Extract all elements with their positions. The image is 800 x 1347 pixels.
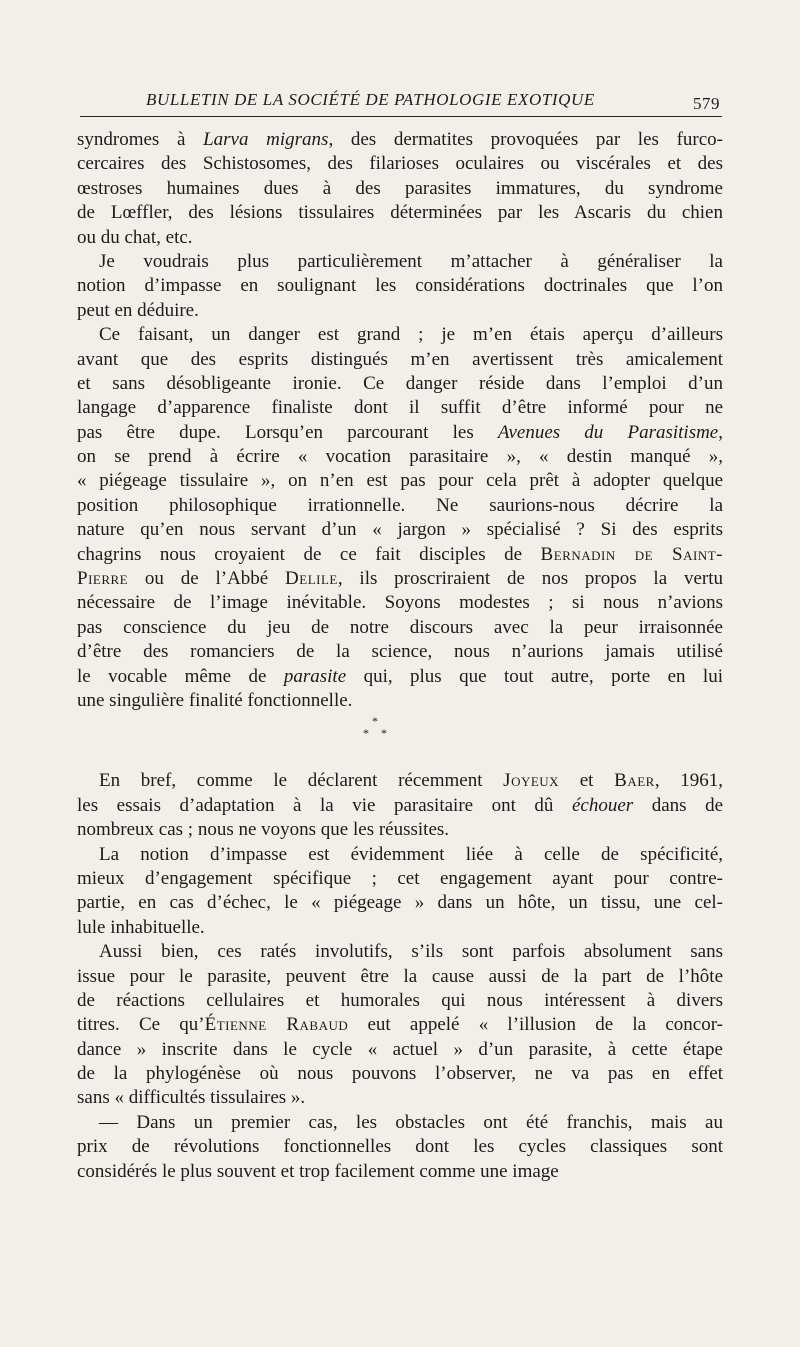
paragraph xyxy=(77,940,723,1111)
text-line: issue pour le parasite, peuvent être la cause aussi de la part de l’hôte xyxy=(77,965,723,987)
header-rule xyxy=(80,116,722,117)
author-name: Joyeux xyxy=(503,770,560,792)
author-name: Baer xyxy=(614,770,655,792)
text-line: et sans désobligeante ironie. Ce danger réside dans l’emploi d’un xyxy=(77,372,723,394)
text-line: — Dans un premier cas, les obstacles ont été franchis, mais au xyxy=(99,1111,723,1133)
text-line: chagrins nous croyaient de ce fait disciples de Bernadin de Saint- xyxy=(77,543,723,565)
paragraph xyxy=(77,843,723,941)
text-line: En bref, comme le déclarent récemment Joyeux et Baer, 1961, xyxy=(99,770,724,792)
asterism-bottom: * * xyxy=(363,726,387,741)
text-line: nature qu’en nous servant d’un « jargon » spécialisé ? Si des esprits xyxy=(77,519,723,541)
page-number: 579 xyxy=(693,94,720,113)
asterism-top: * xyxy=(372,714,378,729)
text-line: Je voudrais plus particulièrement m’attacher à généraliser la xyxy=(99,250,723,272)
text-line: ou du chat, etc. xyxy=(77,226,193,248)
paragraph xyxy=(77,128,723,250)
text-line: considérés le plus souvent et trop facilement comme une image xyxy=(77,1160,559,1182)
text-line: titres. Ce qu’Étienne Rabaud eut appelé « l’illusion de la concor- xyxy=(77,1014,723,1036)
text-line: nécessaire de l’image inévitable. Soyons modestes ; si nous n’avions xyxy=(77,592,723,614)
text-line: les essais d’adaptation à la vie parasitaire ont dû échouer dans de xyxy=(77,794,724,816)
text-line: peut en déduire. xyxy=(77,299,199,321)
paragraph xyxy=(77,323,723,713)
text-line: cercaires des Schistosomes, des filarioses oculaires ou viscérales et des xyxy=(77,153,723,175)
italic-text: échouer xyxy=(571,794,634,816)
asterism xyxy=(360,715,390,743)
running-header xyxy=(80,88,722,118)
author-name: Pierre xyxy=(77,568,129,590)
text-line: avant que des esprits distingués m’en avertissent très amicalement xyxy=(77,348,723,370)
text-line: langage d’apparence finaliste dont il suffit d’être informé pour ne xyxy=(77,397,723,419)
italic-text: Larva migrans xyxy=(203,129,329,150)
text-line: œstroses humaines dues à des parasites immatures, du syndrome xyxy=(77,177,723,199)
text-line: on se prend à écrire « vocation parasitaire », « destin manqué », xyxy=(77,446,723,468)
italic-text: parasite xyxy=(283,665,347,687)
text-line: mieux d’engagement spécifique ; cet engagement ayant pour contre- xyxy=(77,867,723,889)
text-line: prix de révolutions fonctionnelles dont les cycles classiques sont xyxy=(77,1136,723,1158)
author-name: Étienne Rabaud xyxy=(204,1014,349,1036)
text-line: de réactions cellulaires et humorales qui nous intéressent à divers xyxy=(77,989,723,1011)
text-line: le vocable même de parasite qui, plus que tout autre, porte en lui xyxy=(77,665,723,687)
text-line: syndromes à Larva migrans, des dermatites provoquées par les furco- xyxy=(77,129,723,150)
author-name: Delile xyxy=(285,568,338,590)
text-line: pas être dupe. Lorsqu’en parcourant les Avenues du Parasitisme, xyxy=(77,421,723,443)
text-line: Pierre ou de l’Abbé Delile, ils proscriraient de nos propos la vertu xyxy=(77,568,723,590)
text-line: sans « difficultés tissulaires ». xyxy=(77,1087,306,1109)
running-title: BULLETIN DE LA SOCIÉTÉ DE PATHOLOGIE EXOTIQUE xyxy=(146,90,595,109)
text-line: position philosophique irrationnelle. Ne saurions-nous décrire la xyxy=(77,494,723,516)
text-line: notion d’impasse en soulignant les considérations doctrinales que l’on xyxy=(77,275,723,297)
text-line: « piégeage tissulaire », on n’en est pas pour cela prêt à adopter quelque xyxy=(77,470,723,492)
text-line: La notion d’impasse est évidemment liée à celle de spécificité, xyxy=(99,843,723,865)
text-line: pas conscience du jeu de notre discours avec la peur irraisonnée xyxy=(77,616,723,638)
text-line: dance » inscrite dans le cycle « actuel » d’un parasite, à cette étape xyxy=(77,1038,723,1060)
paragraph xyxy=(77,1111,723,1184)
paragraph xyxy=(77,250,723,323)
text-line: Aussi bien, ces ratés involutifs, s’ils sont parfois absolument sans xyxy=(99,941,723,963)
section-separator xyxy=(77,713,723,769)
author-name: Bernadin de Saint- xyxy=(540,543,723,565)
text-line: de Lœffler, des lésions tissulaires déterminées par les Ascaris du chien xyxy=(77,202,723,224)
italic-text: Avenues du Parasitisme xyxy=(497,421,719,443)
text-line: nombreux cas ; nous ne voyons que les réussites. xyxy=(77,819,450,841)
text-line: partie, en cas d’échec, le « piégeage » dans un hôte, un tissu, une cel- xyxy=(77,892,723,914)
text-line: une singulière finalité fonctionnelle. xyxy=(77,689,353,711)
text-line: Ce faisant, un danger est grand ; je m’en étais aperçu d’ailleurs xyxy=(99,324,723,346)
body-text xyxy=(77,128,723,1184)
text-line: d’être des romanciers de la science, nous n’aurions jamais utilisé xyxy=(77,641,723,663)
paragraph xyxy=(77,769,723,842)
text-line: lule inhabituelle. xyxy=(77,916,205,938)
text-line: de la phylogénèse où nous pouvons l’observer, ne va pas en effet xyxy=(77,1063,723,1085)
